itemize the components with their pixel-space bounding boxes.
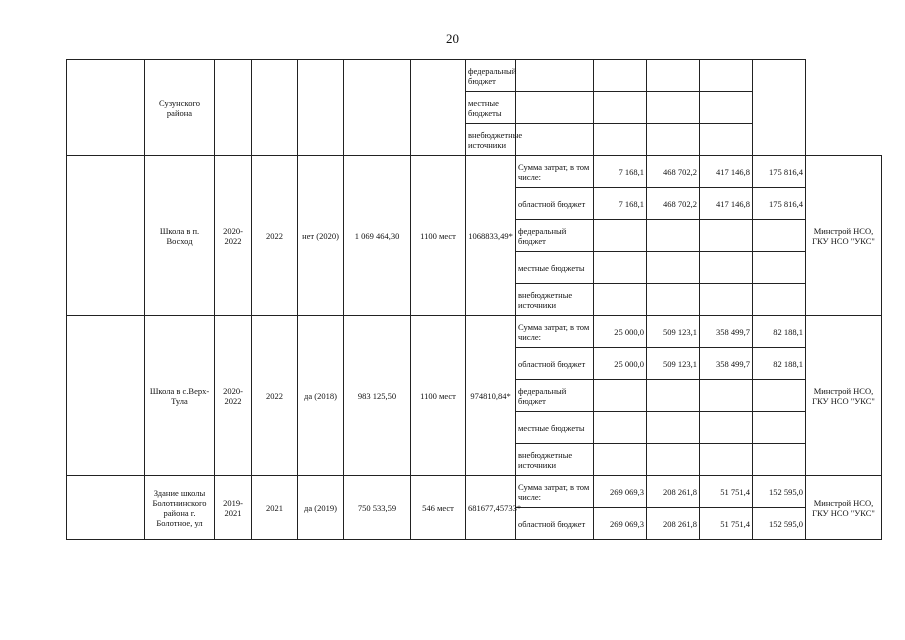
responsible-cell: Минстрой НСО, ГКУ НСО "УКС" bbox=[806, 156, 882, 316]
amount-cell: 25 000,0 bbox=[594, 316, 647, 348]
amount-cell bbox=[647, 412, 700, 444]
capacity-cell: 1100 мест bbox=[411, 316, 466, 476]
table-row bbox=[67, 476, 882, 508]
amount-cell bbox=[594, 252, 647, 284]
capacity-cell: 1100 мест bbox=[411, 156, 466, 316]
year-cell: 2022 bbox=[252, 156, 298, 316]
amount-cell bbox=[594, 412, 647, 444]
amount-cell bbox=[700, 92, 753, 124]
page-number: 20 bbox=[446, 31, 459, 46]
design-doc-cell: нет (2020) bbox=[298, 156, 344, 316]
funding-source-cell: областной бюджет bbox=[516, 348, 594, 380]
amount-cell bbox=[700, 284, 753, 316]
amount-cell bbox=[700, 444, 753, 476]
funding-source-cell: федеральный бюджет bbox=[466, 60, 516, 92]
amount-cell bbox=[647, 284, 700, 316]
amount-cell bbox=[594, 380, 647, 412]
amount-cell: 208 261,8 bbox=[647, 476, 700, 508]
funding-source-cell: местные бюджеты bbox=[516, 412, 594, 444]
amount-cell bbox=[594, 220, 647, 252]
funding-source-cell: местные бюджеты bbox=[466, 92, 516, 124]
amount-cell bbox=[594, 124, 647, 156]
amount-cell bbox=[647, 60, 700, 92]
year-cell: 2022 bbox=[252, 316, 298, 476]
amount-cell: 417 146,8 bbox=[700, 188, 753, 220]
period-cell: 2019-2021 bbox=[215, 476, 252, 540]
amount-cell: 468 702,2 bbox=[647, 156, 700, 188]
amount-cell: 25 000,0 bbox=[594, 348, 647, 380]
amount-cell: 152 595,0 bbox=[753, 476, 806, 508]
table-row bbox=[67, 60, 882, 92]
funding-source-cell: Сумма затрат, в том числе: bbox=[516, 156, 594, 188]
amount-cell bbox=[700, 380, 753, 412]
row-number-cell bbox=[67, 476, 145, 540]
empty-cell bbox=[411, 60, 466, 156]
funding-source-cell: областной бюджет bbox=[516, 508, 594, 540]
capacity-cell: 546 мест bbox=[411, 476, 466, 540]
funding-source-cell: Сумма затрат, в том числе: bbox=[516, 476, 594, 508]
amount-cell: 509 123,1 bbox=[647, 348, 700, 380]
row-number-cell bbox=[67, 316, 145, 476]
responsible-cell: Минстрой НСО, ГКУ НСО "УКС" bbox=[806, 476, 882, 540]
amount-cell bbox=[700, 220, 753, 252]
amount-cell bbox=[753, 444, 806, 476]
amount-cell: 269 069,3 bbox=[594, 476, 647, 508]
amount-cell: 51 751,4 bbox=[700, 476, 753, 508]
amount-cell bbox=[753, 252, 806, 284]
amount-cell: 82 188,1 bbox=[753, 316, 806, 348]
estimate-cell: 974810,84* bbox=[466, 316, 516, 476]
object-name-cell: Здание школы Болотнинского района г. Болотное, ул bbox=[145, 476, 215, 540]
object-name-cell: Сузунского района bbox=[145, 60, 215, 156]
amount-cell: 82 188,1 bbox=[753, 348, 806, 380]
year-cell: 2021 bbox=[252, 476, 298, 540]
responsible-cell bbox=[753, 60, 806, 156]
amount-cell bbox=[647, 124, 700, 156]
object-name-cell: Школа в с.Верх-Тула bbox=[145, 316, 215, 476]
cost-cell: 1 069 464,30 bbox=[344, 156, 411, 316]
amount-cell bbox=[647, 92, 700, 124]
cost-cell: 983 125,50 bbox=[344, 316, 411, 476]
amount-cell: 208 261,8 bbox=[647, 508, 700, 540]
amount-cell bbox=[647, 220, 700, 252]
period-cell: 2020-2022 bbox=[215, 316, 252, 476]
amount-cell bbox=[700, 60, 753, 92]
design-doc-cell: да (2018) bbox=[298, 316, 344, 476]
amount-cell: 468 702,2 bbox=[647, 188, 700, 220]
amount-cell bbox=[594, 444, 647, 476]
funding-source-cell: внебюджетные источники bbox=[516, 284, 594, 316]
funding-source-cell: областной бюджет bbox=[516, 188, 594, 220]
empty-cell bbox=[215, 60, 252, 156]
amount-cell bbox=[647, 252, 700, 284]
funding-source-cell: федеральный бюджет bbox=[516, 380, 594, 412]
funding-source-cell: внебюджетные источники bbox=[516, 444, 594, 476]
amount-cell: 7 168,1 bbox=[594, 156, 647, 188]
funding-source-cell: федеральный бюджет bbox=[516, 220, 594, 252]
table-row bbox=[67, 156, 882, 188]
funding-source-cell: Сумма затрат, в том числе: bbox=[516, 316, 594, 348]
empty-cell bbox=[344, 60, 411, 156]
amount-cell: 51 751,4 bbox=[700, 508, 753, 540]
amount-cell: 175 816,4 bbox=[753, 156, 806, 188]
estimate-cell: 681677,45733* bbox=[466, 476, 516, 540]
amount-cell: 7 168,1 bbox=[594, 188, 647, 220]
amount-cell bbox=[700, 412, 753, 444]
empty-cell bbox=[252, 60, 298, 156]
amount-cell bbox=[753, 412, 806, 444]
amount-cell bbox=[647, 380, 700, 412]
row-number-cell bbox=[67, 60, 145, 156]
amount-cell bbox=[516, 60, 594, 92]
amount-cell bbox=[516, 124, 594, 156]
empty-cell bbox=[298, 60, 344, 156]
amount-cell: 509 123,1 bbox=[647, 316, 700, 348]
table-row bbox=[67, 316, 882, 348]
design-doc-cell: да (2019) bbox=[298, 476, 344, 540]
amount-cell bbox=[700, 252, 753, 284]
program-table bbox=[66, 59, 882, 540]
amount-cell bbox=[516, 92, 594, 124]
amount-cell bbox=[753, 380, 806, 412]
estimate-cell: 1068833,49* bbox=[466, 156, 516, 316]
row-number-cell bbox=[67, 156, 145, 316]
object-name-cell: Школа в п. Восход bbox=[145, 156, 215, 316]
funding-source-cell: внебюджетные источники bbox=[466, 124, 516, 156]
responsible-cell: Минстрой НСО, ГКУ НСО "УКС" bbox=[806, 316, 882, 476]
amount-cell bbox=[594, 60, 647, 92]
amount-cell bbox=[594, 284, 647, 316]
period-cell: 2020-2022 bbox=[215, 156, 252, 316]
amount-cell bbox=[753, 220, 806, 252]
cost-cell: 750 533,59 bbox=[344, 476, 411, 540]
amount-cell: 417 146,8 bbox=[700, 156, 753, 188]
amount-cell: 358 499,7 bbox=[700, 316, 753, 348]
amount-cell: 152 595,0 bbox=[753, 508, 806, 540]
amount-cell bbox=[753, 284, 806, 316]
amount-cell: 269 069,3 bbox=[594, 508, 647, 540]
funding-source-cell: местные бюджеты bbox=[516, 252, 594, 284]
amount-cell bbox=[647, 444, 700, 476]
amount-cell bbox=[594, 92, 647, 124]
amount-cell: 358 499,7 bbox=[700, 348, 753, 380]
amount-cell bbox=[700, 124, 753, 156]
amount-cell: 175 816,4 bbox=[753, 188, 806, 220]
